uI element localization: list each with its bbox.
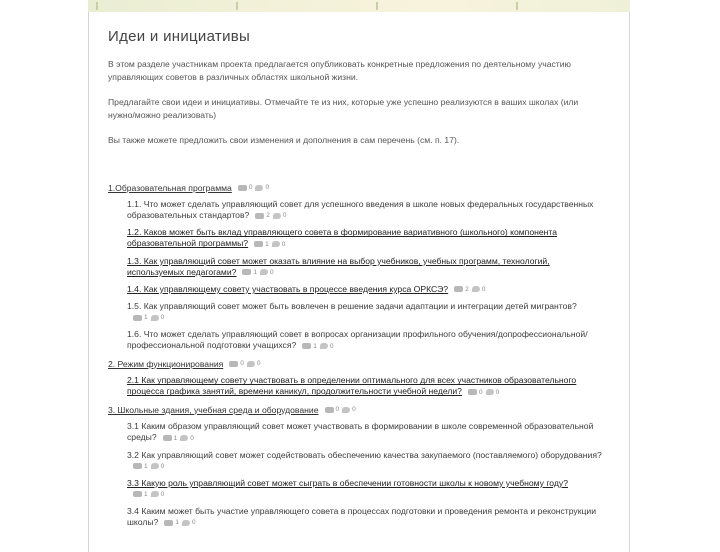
item-meta: [229, 358, 263, 370]
views-count: 0: [240, 360, 244, 368]
views-icon: [468, 389, 477, 395]
views-icon: [133, 315, 142, 321]
intro-paragraph: Вы также можете предложить свои изменения и дополнения в сам перечень (см. п. 17).: [108, 135, 460, 145]
views-count: 1: [173, 434, 178, 442]
views-icon: [254, 241, 263, 247]
comments-icon: [272, 241, 280, 247]
idea-item-text[interactable]: 1.4. Как управляющему совету участвовать в процессе введения курса ОРКСЭ?: [127, 283, 449, 294]
banner-mark: [96, 2, 98, 10]
banner-mark: [236, 2, 238, 10]
views-icon: [163, 435, 172, 441]
views-count: 0: [335, 406, 340, 414]
intro-paragraph: В этом разделе участникам проекта предлагается опубликовать конкретные предложения по деятельному участию управляющих советов в различных областях школьной жизни.: [108, 59, 571, 82]
views-icon: [164, 520, 173, 526]
views-icon: [302, 343, 311, 349]
comments-count: 0: [281, 240, 286, 248]
main-content: [108, 28, 603, 534]
section-heading[interactable]: [108, 404, 603, 417]
views-icon: [255, 213, 264, 219]
item-meta: [302, 341, 336, 352]
item-meta: [133, 312, 167, 323]
views-count: 1: [144, 462, 148, 470]
idea-item[interactable]: [127, 329, 603, 351]
comments-icon: [180, 435, 188, 441]
item-meta: [242, 267, 276, 278]
ideas-list: [108, 182, 603, 529]
item-meta: [238, 182, 272, 194]
comments-count: 0: [160, 491, 165, 499]
views-count: 2: [465, 286, 469, 294]
comments-icon: [151, 491, 159, 497]
views-icon: [229, 361, 238, 367]
comments-count: 0: [190, 434, 194, 442]
comments-count: 0: [481, 286, 486, 294]
comments-count: 0: [270, 268, 274, 276]
section-title-link[interactable]: 3. Школьные здания, учебная среда и оборудование: [108, 404, 319, 415]
views-count: 1: [265, 240, 269, 248]
item-meta: [133, 489, 167, 500]
views-icon: [454, 286, 463, 292]
section-heading[interactable]: [108, 358, 603, 371]
views-count: 1: [144, 491, 148, 499]
banner-mark: [376, 2, 378, 10]
comments-icon: [472, 286, 480, 292]
comments-icon: [255, 185, 263, 191]
comments-icon: [151, 463, 159, 469]
comments-icon: [260, 269, 268, 275]
comments-icon: [151, 315, 159, 321]
item-meta: [468, 387, 502, 398]
idea-item[interactable]: [127, 301, 603, 323]
views-count: 2: [266, 212, 270, 220]
idea-item-text[interactable]: 2.1 Как управляющему совету участвовать в определении оптимального для всех участников образовательного процесса графика занятий, времени каникул, продолжительности учебной недели?: [127, 375, 577, 397]
comments-count: 0: [352, 406, 356, 414]
comments-icon: [342, 407, 350, 413]
section-heading[interactable]: [108, 182, 603, 195]
comments-count: 0: [256, 360, 261, 368]
comments-count: 0: [160, 462, 165, 470]
comments-count: 0: [495, 388, 500, 396]
comments-icon: [273, 213, 281, 219]
idea-item-text[interactable]: 1.1. Что может сделать управляющий совет для успешного введения в школе новых федеральных государственных образовательных стандартов?: [127, 199, 594, 221]
section-title-link[interactable]: 2. Режим функционирования: [108, 358, 224, 369]
comments-count: 0: [191, 519, 196, 527]
item-meta: [254, 239, 288, 250]
item-meta: [164, 517, 198, 528]
idea-item[interactable]: [127, 227, 603, 249]
comments-icon: [320, 343, 328, 349]
comments-count: 0: [160, 314, 165, 322]
views-count: 0: [478, 388, 483, 396]
idea-item-text[interactable]: 3.3 Какую роль управляющий совет может сыграть в обеспечении готовности школы к новому учебному году?: [127, 477, 568, 488]
comments-icon: [486, 389, 494, 395]
comments-icon: [247, 361, 255, 367]
idea-item[interactable]: [127, 450, 603, 472]
views-icon: [325, 407, 334, 413]
idea-item-text[interactable]: 3.4 Каким может быть участие управляющего совета в процессах подготовки и проведения ремонта и реконструкции школы?: [127, 506, 597, 528]
views-count: 1: [313, 342, 317, 350]
item-meta: [325, 404, 359, 416]
idea-item-text[interactable]: 1.5. Как управляющий совет может быть вовлечен в решение задачи адаптации и интеграции детей мигрантов?: [127, 301, 577, 312]
views-count: 0: [248, 184, 253, 192]
views-icon: [238, 185, 247, 191]
top-banner-strip: [88, 0, 630, 12]
idea-item[interactable]: [127, 506, 603, 528]
views-count: 1: [175, 519, 179, 527]
idea-item[interactable]: [127, 284, 603, 295]
idea-item[interactable]: [127, 199, 603, 221]
idea-item[interactable]: [127, 256, 603, 278]
comments-icon: [182, 520, 190, 526]
views-icon: [133, 491, 142, 497]
idea-item[interactable]: [127, 478, 603, 500]
views-icon: [242, 269, 251, 275]
idea-item-text[interactable]: 1.6. Что может сделать управляющий совет в вопросах организации профильного обучения/допрофессиональной/профессиональной подготовки учащихся?: [127, 329, 588, 351]
idea-item-text[interactable]: 3.2 Как управляющий совет может содействовать обеспечению качества закупаемого (поставляемого) оборудования?: [127, 449, 602, 460]
comments-count: 0: [282, 212, 287, 220]
comments-count: 0: [265, 184, 270, 192]
views-count: 1: [144, 314, 148, 322]
views-icon: [133, 463, 142, 469]
item-meta: [133, 461, 167, 472]
idea-item-text[interactable]: 1.2. Каков может быть вклад управляющего совета в формирование вариативного (школьного) компонента образовательной программы?: [127, 227, 558, 249]
idea-item-text[interactable]: 3.1 Каким образом управляющий совет может участвовать в формировании в школе современной образовательной среды?: [127, 421, 594, 443]
item-meta: [255, 210, 289, 221]
idea-item[interactable]: [127, 421, 603, 443]
item-meta: [163, 433, 197, 444]
comments-count: 0: [329, 342, 334, 350]
idea-item-text[interactable]: 1.3. Как управляющий совет может оказать влияние на выбор учебников, учебных программ, технологий, используемых педагогами?: [127, 255, 550, 277]
page-title: Идеи и инициативы: [108, 28, 251, 45]
section-title-link[interactable]: 1.Образовательная программа: [108, 182, 232, 193]
views-count: 1: [253, 268, 258, 276]
item-meta: [454, 284, 488, 295]
banner-mark: [516, 2, 518, 10]
intro-paragraph: Предлагайте свои идеи и инициативы. Отмечайте те из них, которые уже успешно реализуются в ваших школах (или нужно/можно реализовать): [108, 97, 579, 120]
idea-item[interactable]: [127, 375, 603, 397]
